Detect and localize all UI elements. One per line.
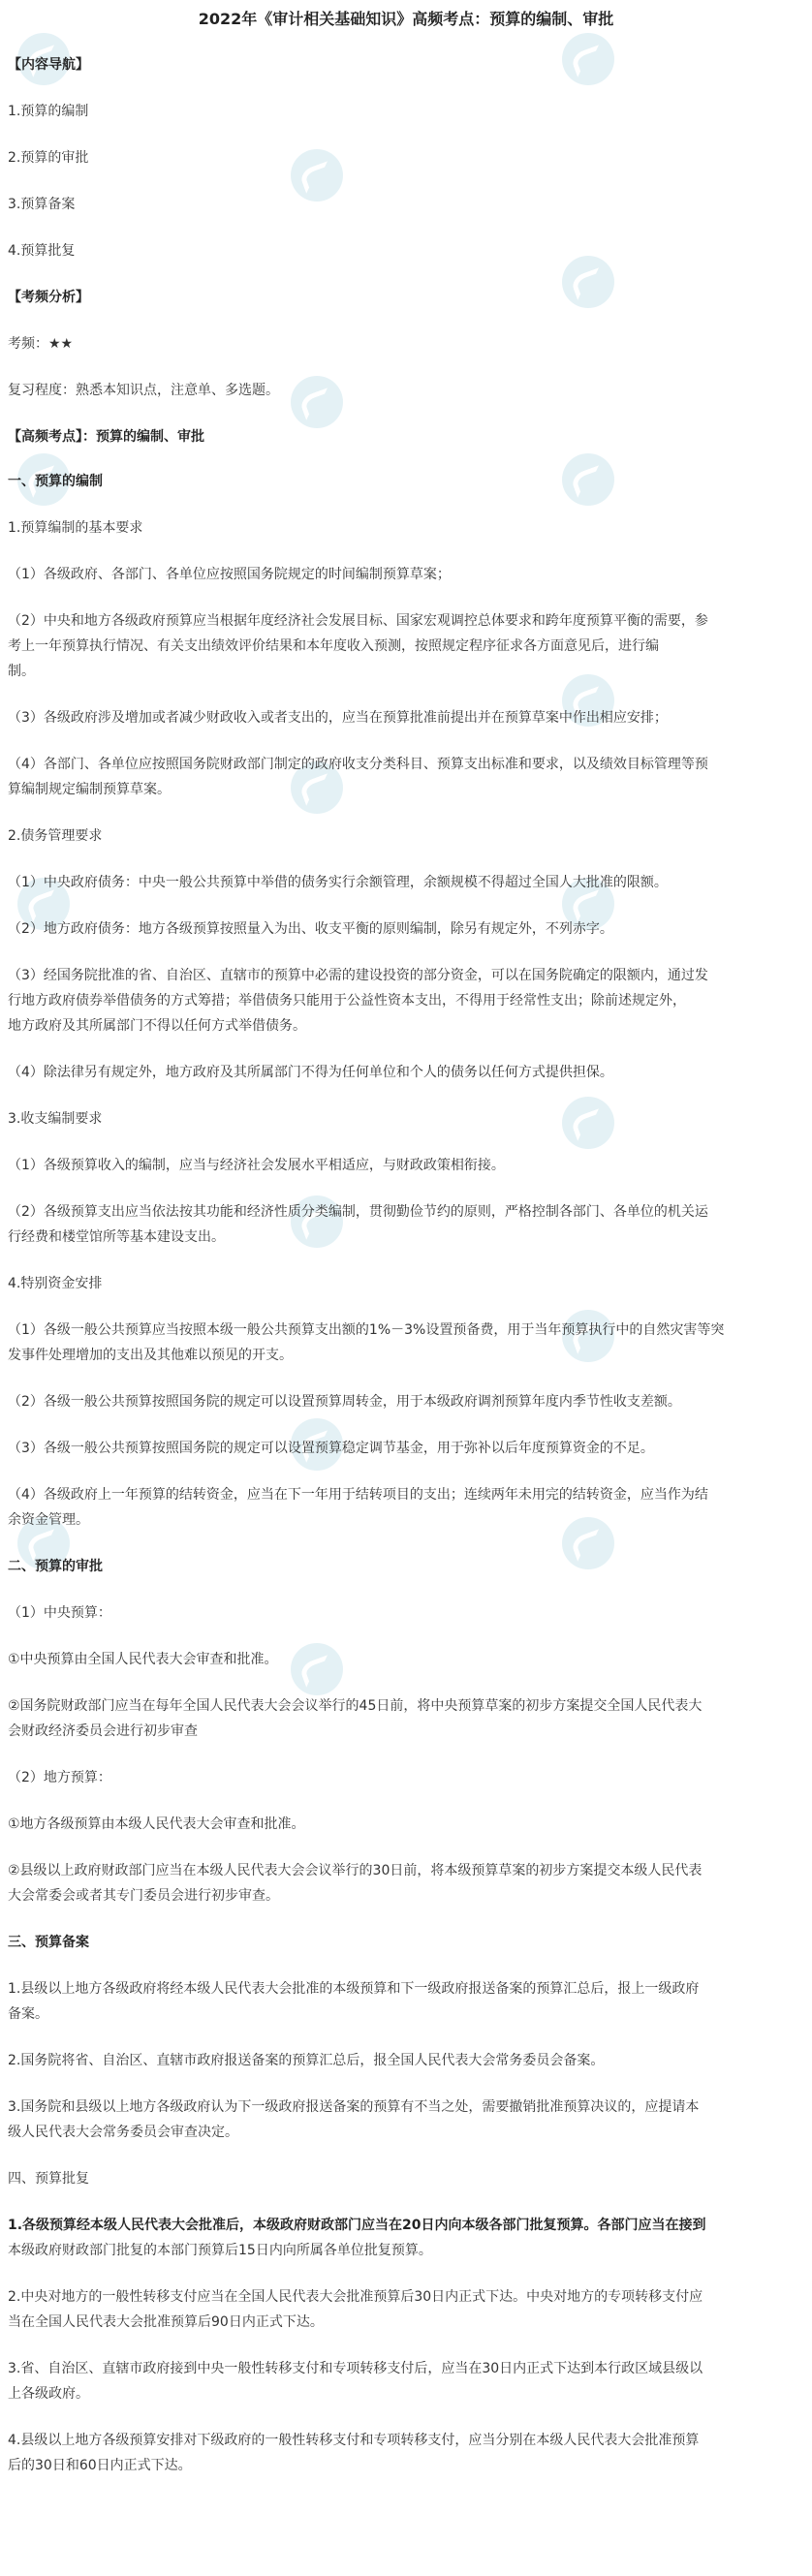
text-line: （2）各级预算支出应当依法按其功能和经济性质分类编制，贯彻勤俭节约的原则，严格控制各部门、各单位的机关运 [8,1204,708,1220]
text-line: 余资金管理。 [8,1512,89,1528]
text-line: 3.国务院和县级以上地方各级政府认为下一级政府报送备案的预算有不当之处，需要撤销批准预算决议的，应提请本 [8,2099,700,2115]
text-line: 本级政府财政部门批复的本部门预算后15日内向所属各单位批复预算。 [8,2243,432,2258]
text-line: 大会常委会或者其专门委员会进行初步审查。 [8,1888,279,1904]
text-line: 会财政经济委员会进行初步审查 [8,1723,198,1739]
text-line: 发事件处理增加的支出及其他难以预见的开支。 [8,1348,293,1363]
text-line: 制。 [8,664,35,679]
section-heading: 【考频分析】 [8,290,89,305]
text-line: （1）各级一般公共预算应当按照本级一般公共预算支出额的1%－3%设置预备费，用于当年预算执行中的自然灾害等突 [8,1322,725,1338]
text-line: （1）各级政府、各部门、各单位应按照国务院规定的时间编制预算草案； [8,567,451,582]
text-line: 4.特别资金安排 [8,1276,103,1291]
section-heading: 【高频考点】：预算的编制、审批 [8,429,204,445]
text-line: （3）各级一般公共预算按照国务院的规定可以设置预算稳定调节基金，用于弥补以后年度预算资金的不足。 [8,1441,654,1456]
text-line: （4）各部门、各单位应按照国务院财政部门制定的政府收支分类科目、预算支出标准和要求，以及绩效目标管理等预 [8,757,708,772]
text-line: 1.预算编制的基本要求 [8,520,143,536]
text-line: 2.国务院将省、自治区、直辖市政府报送备案的预算汇总后，报全国人民代表大会常务委员会备案。 [8,2053,605,2068]
section-heading: 三、预算备案 [8,1935,89,1950]
text-line: 1.县级以上地方各级政府将经本级人民代表大会批准的本级预算和下一级政府报送备案的预算汇总后，报上一级政府 [8,1981,700,1997]
text-line: 考频：★★ [8,336,74,352]
text-line: 级人民代表大会常务委员会审查决定。 [8,2125,238,2140]
section-heading: 【内容导航】 [8,57,89,73]
page-title: 2022年《审计相关基础知识》高频考点：预算的编制、审批 [198,10,614,28]
text-line: 当在全国人民代表大会批准预算后90日内正式下达。 [8,2314,324,2330]
text-line: 备案。 [8,2006,48,2022]
text-line: 复习程度：熟悉本知识点，注意单、多选题。 [8,383,279,398]
section-heading: 二、预算的审批 [8,1559,103,1574]
text-line: 3.收支编制要求 [8,1111,103,1127]
text-line: 1.预算的编制 [8,104,89,119]
text-line: 3.省、自治区、直辖市政府接到中央一般性转移支付和专项转移支付后，应当在30日内正式下达到本行政区域县级以 [8,2361,703,2376]
text-line: ②县级以上政府财政部门应当在本级人民代表大会会议举行的30日前，将本级预算草案的初步方案提交本级人民代表 [8,1863,703,1878]
text-line: 后的30日和60日内正式下达。 [8,2458,192,2473]
text-line: （1）各级预算收入的编制，应当与经济社会发展水平相适应，与财政政策相衔接。 [8,1158,505,1173]
text-line: 四、预算批复 [8,2171,89,2187]
text-line: 地方政府及其所属部门不得以任何方式举借债务。 [8,1018,306,1034]
text-line: 算编制规定编制预算草案。 [8,782,171,797]
text-line: ②国务院财政部门应当在每年全国人民代表大会会议举行的45日前，将中央预算草案的初步方案提交全国人民代表大 [8,1698,703,1714]
text-line: 4.预算批复 [8,243,76,259]
text-line: ①地方各级预算由本级人民代表大会审查和批准。 [8,1816,305,1832]
text-line: 2.预算的审批 [8,150,89,166]
text-line: （1）中央预算： [8,1605,111,1621]
text-line: （2）地方预算： [8,1770,111,1785]
text-line: 3.预算备案 [8,197,76,212]
section-heading: 一、预算的编制 [8,474,103,489]
text-line: （4）各级政府上一年预算的结转资金，应当在下一年用于结转项目的支出；连续两年未用完的结转资金，应当作为结 [8,1487,708,1503]
text-line: 考上一年预算执行情况、有关支出绩效评价结果和本年度收入预测，按照规定程序征求各方面意见后，进行编 [8,638,659,654]
text-line: 2.中央对地方的一般性转移支付应当在全国人民代表大会批准预算后30日内正式下达。中央对地方的专项转移支付应 [8,2289,703,2305]
text-line: 4.县级以上地方各级预算安排对下级政府的一般性转移支付和专项转移支付，应当分别在本级人民代表大会批准预算 [8,2433,700,2448]
text-line: 上各级政府。 [8,2386,89,2402]
text-line: （3）各级政府涉及增加或者减少财政收入或者支出的，应当在预算批准前提出并在预算草案中作出相应安排； [8,710,668,726]
text-line: （1）中央政府债务：中央一般公共预算中举借的债务实行余额管理，余额规模不得超过全国人大批准的限额。 [8,875,668,890]
text-line: （2）各级一般公共预算按照国务院的规定可以设置预算周转金，用于本级政府调剂预算年度内季节性收支差额。 [8,1394,681,1410]
text-line: （4）除法律另有规定外，地方政府及其所属部门不得为任何单位和个人的债务以任何方式提供担保。 [8,1065,613,1080]
section-heading: 1.各级预算经本级人民代表大会批准后，本级政府财政部门应当在20日内向本级各部门批复预算。各部门应当在接到 [8,2218,706,2233]
text-line: （3）经国务院批准的省、自治区、直辖市的预算中必需的建设投资的部分资金，可以在国务院确定的限额内，通过发 [8,968,708,983]
text-line: 2.债务管理要求 [8,828,103,844]
text-line: （2）地方政府债务：地方各级预算按照量入为出、收支平衡的原则编制，除另有规定外，不列赤字。 [8,921,613,937]
text-line: 行地方政府债券举借债务的方式筹措；举借债务只能用于公益性资本支出，不得用于经常性支出；除前述规定外， [8,993,686,1009]
text-line: 行经费和楼堂馆所等基本建设支出。 [8,1229,225,1245]
text-line: （2）中央和地方各级政府预算应当根据年度经济社会发展目标、国家宏观调控总体要求和跨年度预算平衡的需要，参 [8,613,708,629]
text-line: ①中央预算由全国人民代表大会审查和批准。 [8,1652,278,1667]
